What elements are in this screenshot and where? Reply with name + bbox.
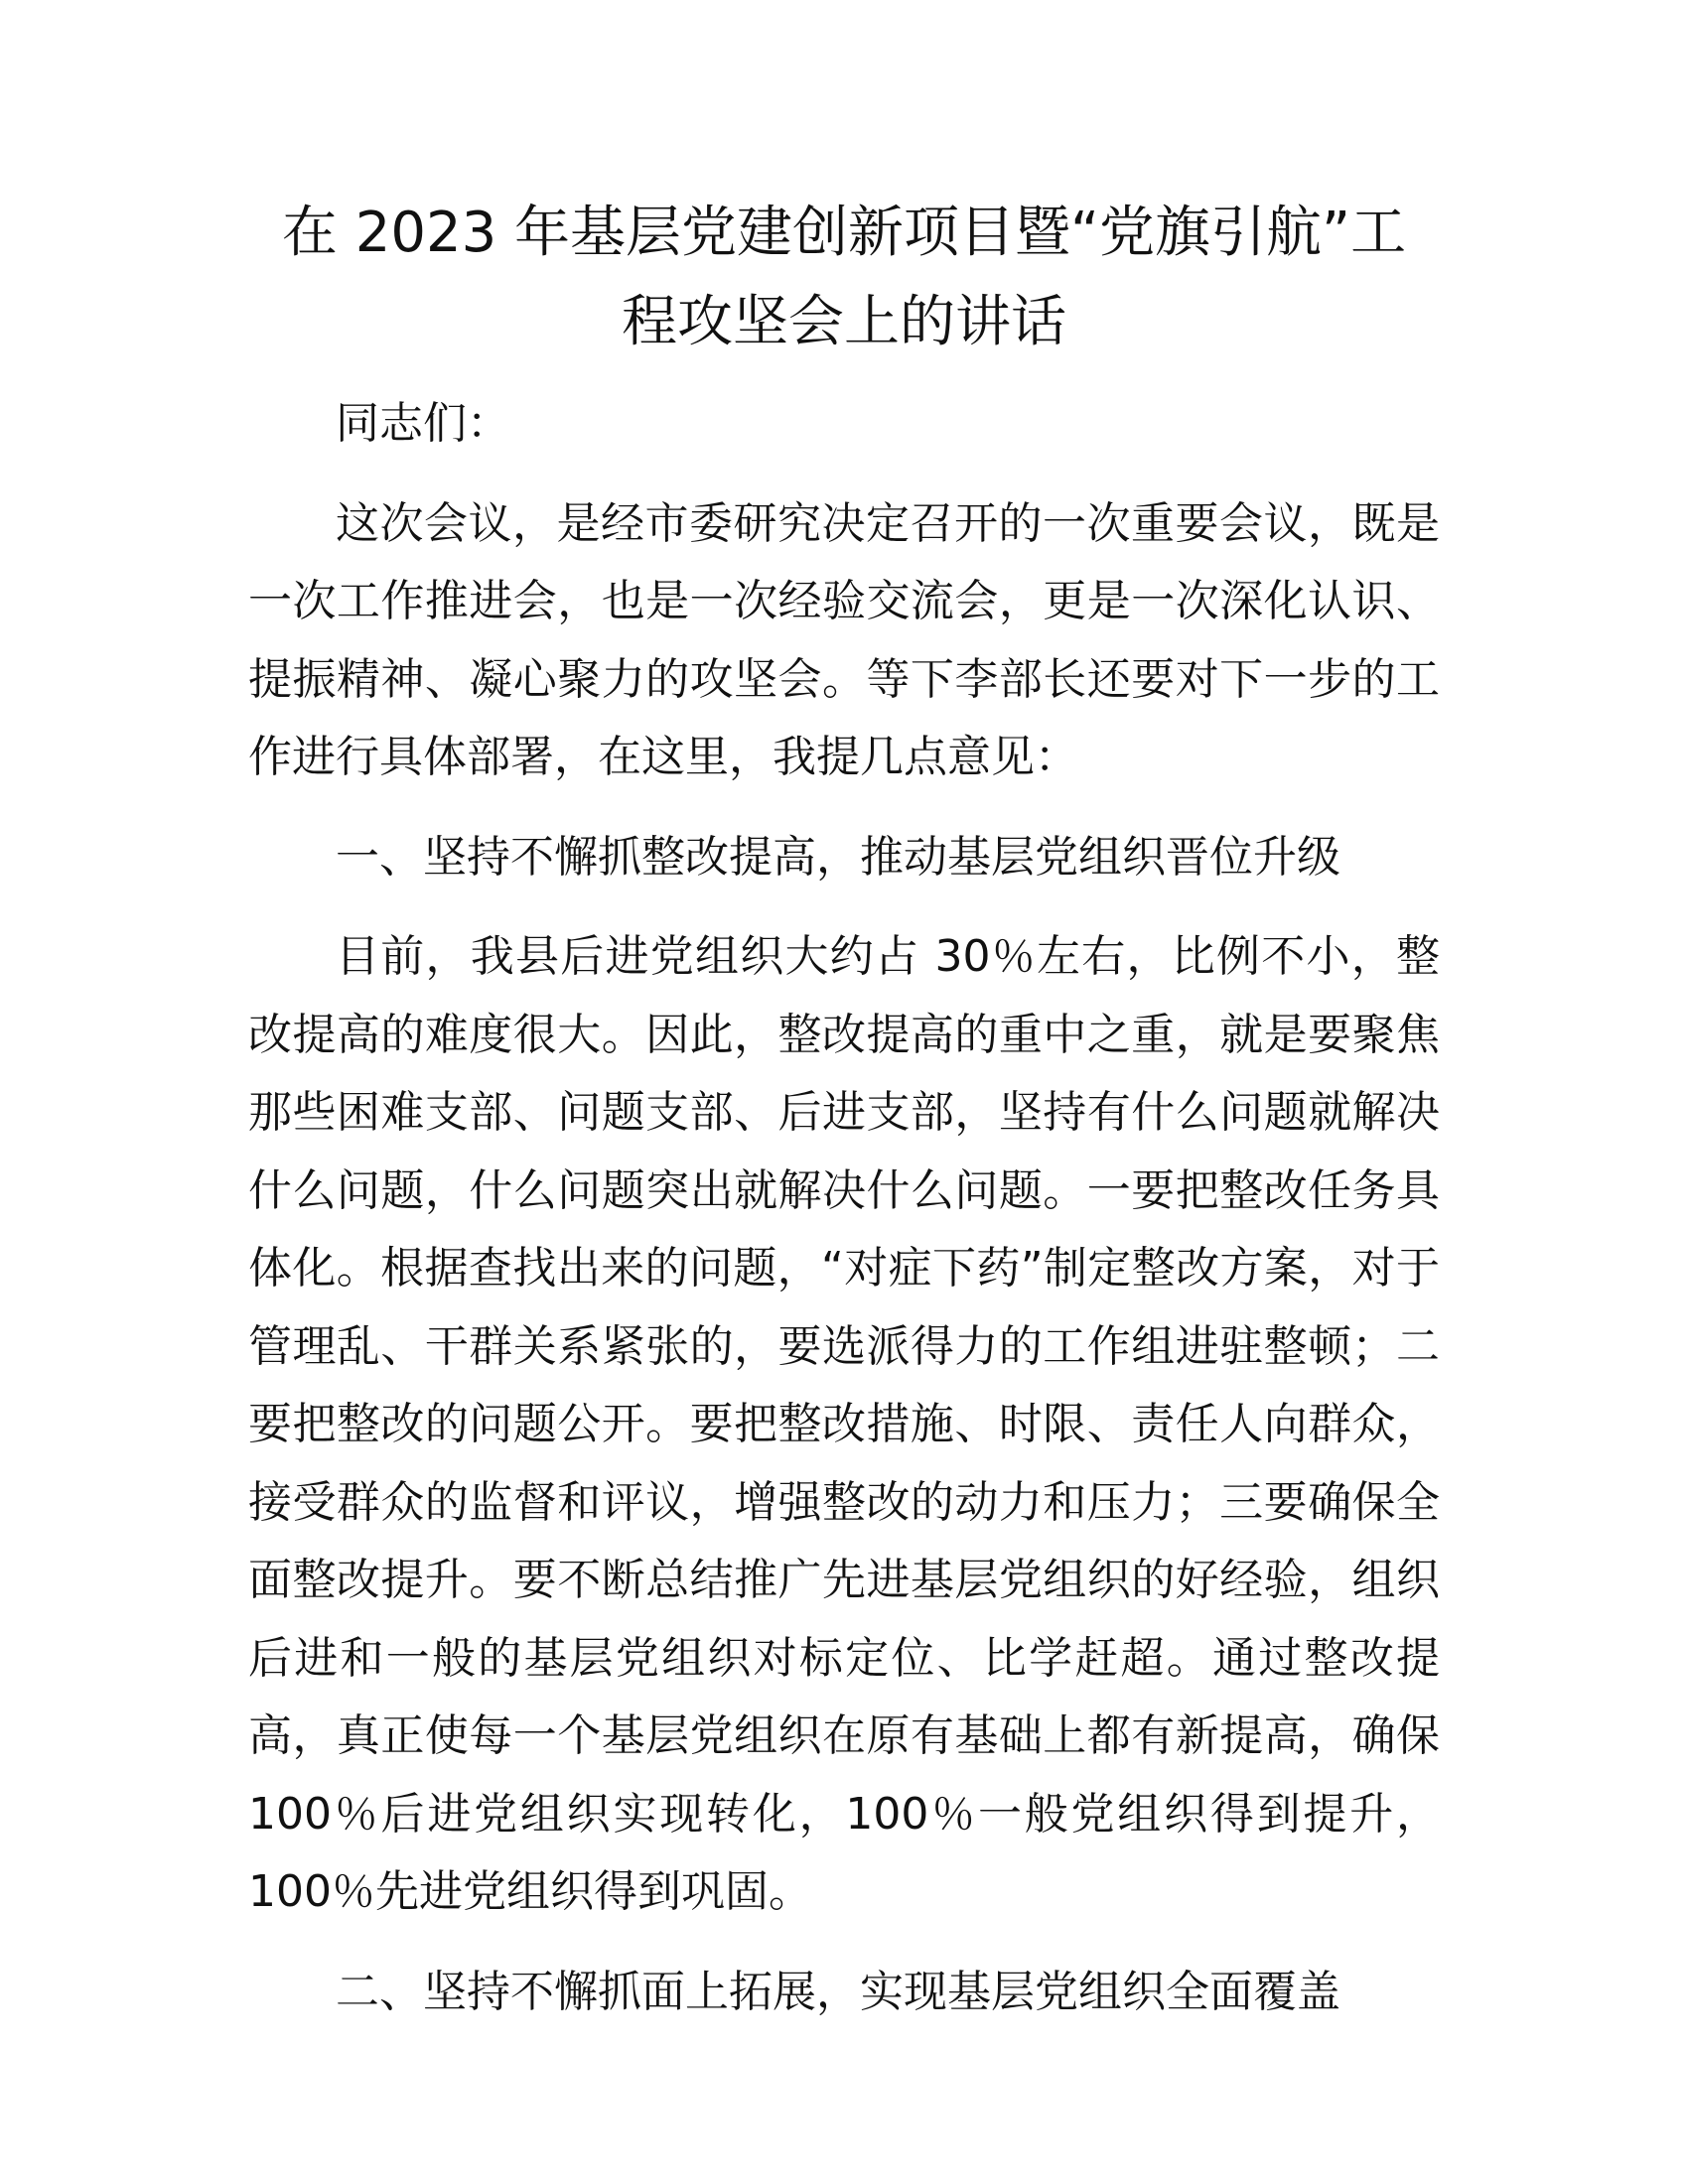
salutation: 同志们： [336, 398, 510, 449]
title-line-1: 在 2023 年基层党建创新项目暨“党旗引航”工 [281, 201, 1407, 265]
paragraph-section-1: 目前，我县后进党组织大约占 30％左右，比例不小，整改提高的难度很大。因此，整改提高的重中之重，就是要聚焦那些困难支部、问题支部、后进支部，坚持有什么问题就解决什么问题，什么问题突出就解决什么问题。一要把整改任务具体化。根据查找出来的问题，“对症下药”制定整改方案，对于管理乱、干群关系紧张的，要选派得力的工作组进驻整顿；二要把整改的问题公开。要把整改措施、时限、责任人向群众，接受群众的监督和评议，增强整改的动力和压力；三要确保全面整改提升。要不断总结推广先进基层党组织的好经验，组织后进和一般的基层党组织对标定位、比学赶超。通过整改提高，真正使每一个基层党组织在原有基础上都有新提高，确保 100％后进党组织实现转化，100％一般党组织得到提升，100％先进党组织得到巩固。 [248, 931, 1440, 1917]
paragraph-intro: 这次会议，是经市委研究决定召开的一次重要会议，既是一次工作推进会，也是一次经验交流会，更是一次深化认识、提振精神、凝心聚力的攻坚会。等下李部长还要对下一步的工作进行具体部署，在这里，我提几点意见： [248, 497, 1440, 782]
section-heading-2: 二、坚持不懈抓面上拓展，实现基层党组织全面覆盖 [336, 1966, 1340, 2017]
section-heading-1: 一、坚持不懈抓整改提高，推动基层党组织晋位升级 [336, 831, 1340, 883]
title-line-2: 程攻坚会上的讲话 [622, 290, 1066, 354]
document-page [248, 189, 1440, 2031]
document-title [248, 189, 1440, 367]
